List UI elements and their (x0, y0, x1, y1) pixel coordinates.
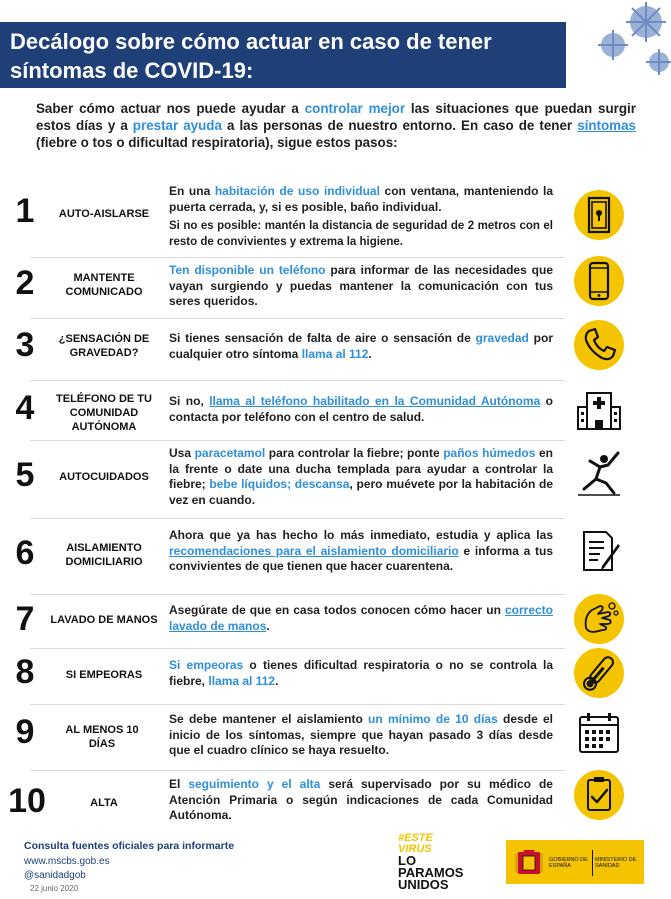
step-highlight: llama al 112 (301, 346, 369, 361)
step-text (169, 331, 553, 362)
step-highlight: Si empeoras (169, 658, 244, 672)
hand-washing-icon (574, 594, 624, 644)
divider (30, 318, 565, 319)
step-number: 5 (15, 456, 35, 494)
campaign-text: LO (398, 853, 417, 868)
intro-highlight: controlar mejor (304, 101, 406, 116)
step-text (169, 658, 553, 689)
step-link[interactable]: correcto lavado de manos (169, 603, 553, 633)
step-text (169, 263, 553, 310)
step-number: 10 (8, 782, 46, 820)
intro-paragraph (36, 100, 636, 151)
step-number: 3 (15, 326, 35, 364)
step-text-part: Usa (169, 446, 195, 460)
step-text-part: o contacta por teléfono con el centro de salud. (169, 394, 554, 424)
step-text-part: El (169, 777, 189, 791)
footer-twitter-link[interactable]: @sanidadgob (24, 870, 86, 881)
step-text (169, 446, 553, 508)
calendar-icon (574, 708, 624, 758)
divider (30, 770, 565, 771)
step-number: 6 (15, 534, 35, 572)
step-text (169, 528, 553, 575)
step-link[interactable]: llama al teléfono habilitado en la Comunidad Autónoma (209, 394, 541, 408)
intro-text: las situaciones que puedan surgir estos días y a (36, 101, 636, 133)
divider (30, 648, 565, 649)
intro-highlight: prestar ayuda (132, 118, 222, 133)
document-pen-icon (574, 526, 624, 576)
step-text-part: por cualquier otro síntoma (169, 331, 553, 361)
footer-sources: Consulta fuentes oficiales para informarte (24, 840, 235, 852)
step-text (169, 777, 553, 824)
phone-handset-icon (574, 320, 624, 370)
step-label: AUTO-AISLARSE (58, 208, 150, 220)
intro-text: Saber cómo actuar nos puede ayudar a (36, 101, 305, 116)
step-label: AISLAMIENTO DOMICILIARIO (65, 542, 143, 568)
door-icon (574, 190, 624, 240)
footer-website-link[interactable]: www.mscbs.gob.es (24, 856, 110, 867)
step-label: AUTOCUIDADOS (59, 471, 149, 483)
divider (30, 380, 565, 381)
step-text-part: será supervisado por su médico de Atención Primaria o según indicaciones de cada Comunidad Autónoma. (169, 777, 553, 823)
step-text-part: Si tienes sensación de falta de aire o sensación de (169, 331, 476, 345)
step-text-part: Asegúrate de que en casa todos conocen cómo hacer un (169, 603, 505, 617)
step-label: TELÉFONO DE TU COMUNIDAD AUTÓNOMA (56, 393, 152, 433)
step-text-part: para informar de las necesidades que vayan surgiendo y puedas mantener la comunicación con tus seres queridos. (169, 263, 553, 309)
step-text (169, 712, 553, 759)
step-label: ¿SENSACIÓN DE GRAVEDAD? (58, 333, 150, 359)
step-text-part: . (275, 673, 279, 688)
page-title: Decálogo sobre cómo actuar en caso de tener síntomas de COVID-19: (10, 29, 492, 83)
step-text-part: para controlar la fiebre; ponte (265, 446, 444, 460)
footer-date: 22 junio 2020 (30, 884, 79, 893)
step-highlight: paracetamol (194, 446, 266, 460)
checklist-icon (574, 770, 624, 820)
divider (30, 594, 565, 595)
divider (30, 704, 565, 705)
step-number: 2 (15, 264, 35, 302)
step-label: ALTA (90, 797, 118, 809)
step-text (169, 394, 553, 425)
intro-text: (fiebre o tos o dificultad respiratoria), sigue estos pasos: (36, 135, 398, 150)
step-label: MANTENTE COMUNICADO (65, 272, 143, 298)
government-label: GOBIERNO DE ESPAÑA (549, 857, 588, 869)
step-highlight: gravedad (475, 331, 529, 345)
step-label: SI EMPEORAS (65, 669, 143, 681)
step-label: LAVADO DE MANOS (50, 614, 158, 626)
mobile-phone-icon (574, 256, 624, 306)
step-text-part: , pero muévete por la habitación de vez en cuando. (169, 477, 553, 507)
thermometer-icon (574, 648, 624, 698)
step-highlight: seguimiento y el alta (188, 777, 321, 791)
step-text-part: Si no, (169, 394, 210, 408)
campaign-logo (398, 833, 496, 891)
step-text (169, 184, 553, 215)
step-number: 7 (15, 600, 35, 638)
ministry-label: MINISTERIO DE SANIDAD (595, 857, 637, 869)
step-text-part: . (266, 618, 270, 633)
step-text-part: En una (169, 184, 215, 198)
step-number: 8 (15, 653, 35, 691)
step-highlight: paños húmedos (443, 446, 536, 460)
step-text-part: e informa a tus convivientes de que tienen que hacer cuarentena. (169, 543, 554, 574)
step-highlight: habitación de uso individual (214, 184, 380, 198)
step-highlight: un mínimo de 10 días (368, 712, 498, 726)
step-highlight: bebe líquidos; descansa (209, 477, 350, 492)
campaign-text: PARAMOS (398, 865, 464, 880)
step-text-part: . (368, 346, 372, 361)
step-text-part: desde el inicio de los síntomas, siempre que hayan pasado 3 días desde que el cuadro clínico se haya resuelto. (169, 712, 554, 758)
coat-of-arms-icon (514, 846, 544, 878)
intro-text: a las personas de nuestro entorno. En caso de tener (221, 118, 578, 133)
campaign-text: VIRUS (398, 843, 432, 855)
divider (30, 257, 565, 258)
campaign-text: #ESTE (398, 832, 433, 844)
divider (30, 440, 565, 441)
exercise-person-icon (574, 449, 624, 499)
campaign-text: UNIDOS (398, 877, 449, 892)
hospital-icon (574, 385, 624, 435)
step-text-part: Se debe mantener el aislamiento (169, 712, 369, 726)
government-logo (506, 840, 644, 884)
step-highlight: Ten disponible un teléfono (169, 263, 326, 277)
intro-link-sintomas[interactable]: síntomas (577, 118, 636, 133)
step-text-secondary: Si no es posible: mantén la distancia de seguridad de 2 metros con el resto de convivientes y extrema la higiene. (169, 220, 553, 248)
step-label: AL MENOS 10 DÍAS (65, 724, 139, 750)
divider (30, 518, 565, 519)
step-number: 1 (15, 192, 35, 230)
step-number: 4 (15, 389, 35, 427)
step-text-part: o tienes dificultad respiratoria o no se controla la fiebre, (169, 658, 554, 688)
divider (592, 850, 593, 876)
step-text (169, 603, 553, 634)
step-link[interactable]: recomendaciones para el aislamiento domiciliario (169, 543, 459, 558)
step-highlight: llama al 112 (208, 673, 276, 688)
step-text-part: en la frente o date una ducha templada para ayudar a controlar la fiebre; (169, 446, 553, 492)
step-text-part: con ventana, manteniendo la puerta cerrada, y, si es posible, baño individual. (169, 184, 553, 214)
step-number: 9 (15, 713, 35, 751)
step-text-part: Ahora que ya has hecho lo más inmediato, estudia y aplica las (169, 528, 553, 542)
